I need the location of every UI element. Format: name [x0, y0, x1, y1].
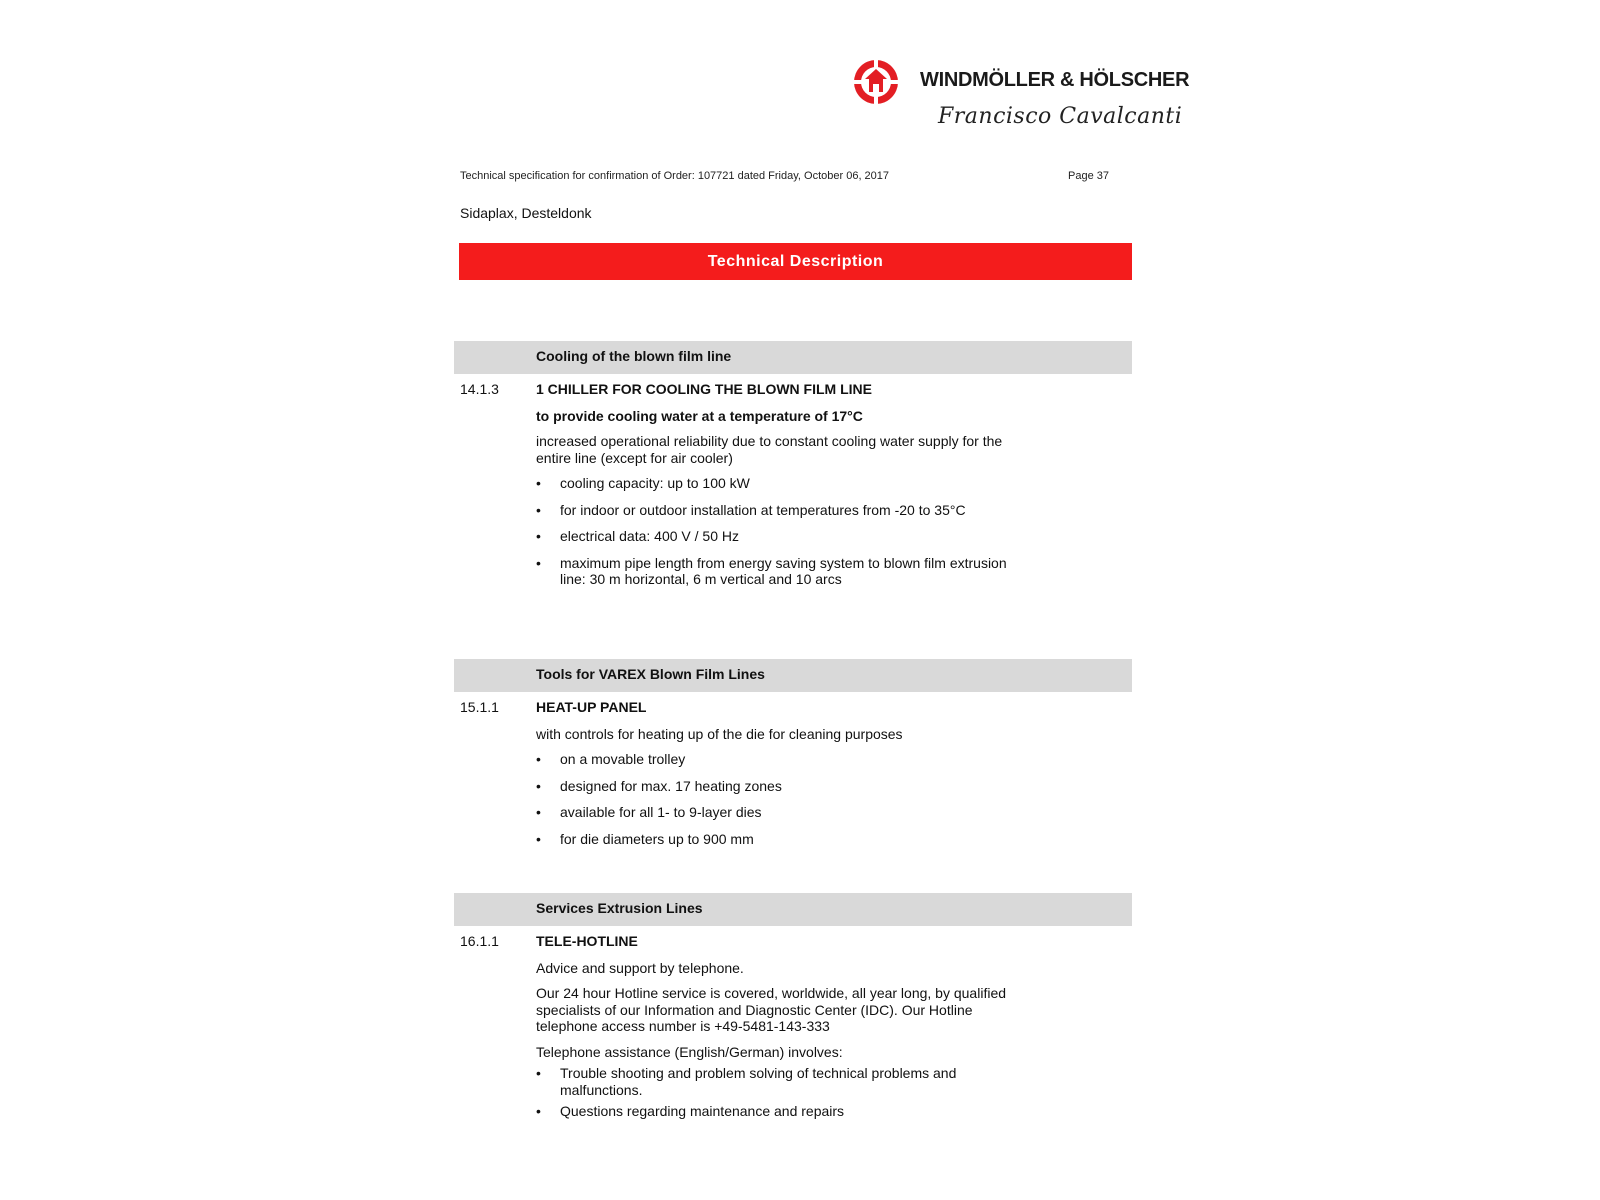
item-title: 1 CHILLER FOR COOLING THE BLOWN FILM LINE — [536, 381, 872, 397]
list-item: • available for all 1- to 9-layer dies — [536, 804, 1036, 821]
list-item: • for die diameters up to 900 mm — [536, 831, 1036, 848]
list-item: • designed for max. 17 heating zones — [536, 778, 1036, 795]
list-item: • Questions regarding maintenance and repairs — [536, 1103, 1036, 1120]
section-banner — [459, 243, 1132, 280]
item-paragraph: Telephone assistance (English/German) involves: — [536, 1043, 843, 1060]
brand-name: WINDMÖLLER & HÖLSCHER — [920, 69, 1190, 91]
section-heading-bar — [454, 659, 1132, 692]
item-title: HEAT-UP PANEL — [536, 699, 647, 715]
customer-name: Sidaplax, Desteldonk — [460, 205, 592, 221]
item-number: 16.1.1 — [460, 933, 499, 949]
page-number: Page 37 — [1068, 170, 1109, 182]
section-heading: Cooling of the blown film line — [536, 348, 732, 364]
item-number: 15.1.1 — [460, 699, 499, 715]
item-subtitle: to provide cooling water at a temperature of 17°C — [536, 407, 863, 424]
bullet-list — [536, 1065, 1036, 1120]
section-heading-bar — [454, 341, 1132, 374]
bullet-list — [536, 475, 1036, 588]
item-number: 14.1.3 — [460, 381, 499, 397]
list-item: • cooling capacity: up to 100 kW — [536, 475, 1036, 492]
section-tools — [454, 659, 1132, 857]
spec-item — [454, 699, 1132, 847]
list-item: • for indoor or outdoor installation at temperatures from -20 to 35°C — [536, 502, 1036, 519]
wh-house-logo-icon — [852, 58, 900, 106]
list-item: • electrical data: 400 V / 50 Hz — [536, 528, 1036, 545]
spec-item — [454, 381, 1132, 588]
section-heading: Services Extrusion Lines — [536, 900, 703, 916]
section-heading: Tools for VAREX Blown Film Lines — [536, 666, 765, 682]
item-paragraph: Advice and support by telephone. — [536, 959, 744, 976]
item-paragraph: increased operational reliability due to constant cooling water supply for the entire line (except for air cooler) — [536, 433, 1003, 466]
banner-title: Technical Description — [707, 252, 884, 270]
section-services — [454, 893, 1132, 1125]
item-paragraph: Our 24 hour Hotline service is covered, worldwide, all year long, by qualified specialists of our Information and Diagnostic Center (IDC). Our Hotline telephone access number is +49-5481-143-333 — [536, 985, 1007, 1034]
spec-item — [454, 933, 1132, 1120]
bullet-list — [536, 751, 1036, 847]
list-item: • maximum pipe length from energy saving system to blown film extrusion line: 30 m horizontal, 6 m vertical and 10 arcs — [536, 555, 1036, 588]
section-heading-bar — [454, 893, 1132, 926]
signature: Francisco Cavalcanti — [938, 104, 1183, 129]
list-item: • on a movable trolley — [536, 751, 1036, 768]
order-reference: Technical specification for confirmation of Order: 107721 dated Friday, October 06, 2017 — [460, 170, 890, 182]
item-paragraph: with controls for heating up of the die for cleaning purposes — [536, 725, 903, 742]
section-cooling — [454, 341, 1132, 598]
item-title: TELE-HOTLINE — [536, 933, 638, 949]
list-item: • Trouble shooting and problem solving of technical problems and malfunctions. — [536, 1065, 1036, 1098]
